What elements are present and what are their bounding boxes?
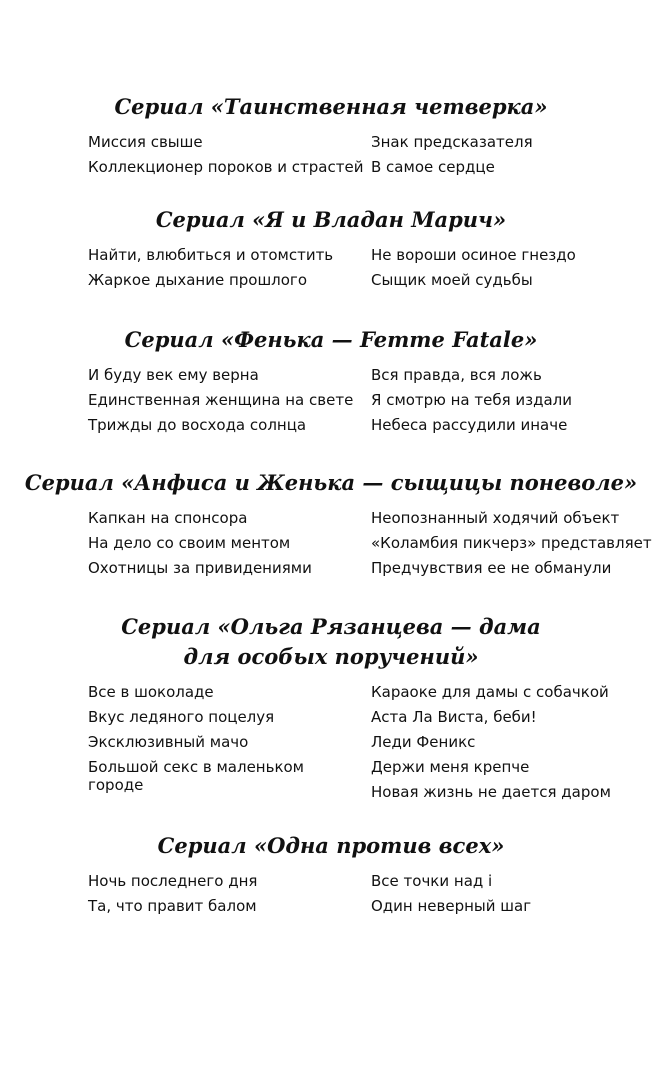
book-title: Большой секс в маленьком городе — [88, 758, 304, 794]
series-title — [0, 468, 662, 498]
book-title: И буду век ему верна — [88, 366, 259, 384]
book-title: Вся правда, вся ложь — [371, 366, 542, 384]
book-title: Коллекционер пороков и страстей — [88, 158, 364, 176]
book-title: Все точки над i — [371, 872, 493, 890]
book-title: Один неверный шаг — [371, 897, 532, 915]
series-title — [0, 205, 662, 235]
book-title: Сыщик моей судьбы — [371, 271, 533, 289]
book-title: Охотницы за привидениями — [88, 559, 312, 577]
series-title-line: Сериал «Одна против всех» — [157, 833, 505, 858]
left-column — [88, 683, 358, 800]
right-column — [371, 246, 651, 296]
book-title: Новая жизнь не дается даром — [371, 783, 611, 801]
right-column — [371, 683, 651, 808]
right-column — [371, 133, 651, 183]
series-title-line: для особых поручений» — [183, 644, 479, 669]
left-column — [88, 246, 358, 296]
series-title — [0, 325, 662, 355]
series-title — [0, 831, 662, 861]
right-column — [371, 872, 651, 922]
book-title: Миссия свыше — [88, 133, 203, 151]
book-title: Предчувствия ее не обманули — [371, 559, 612, 577]
book-title: На дело со своим ментом — [88, 534, 291, 552]
book-title: Не вороши осиное гнездо — [371, 246, 576, 264]
series-title-line: Сериал «Анфиса и Женька — сыщицы поневоле» — [24, 470, 638, 495]
left-column — [88, 133, 364, 183]
series-title — [0, 612, 662, 672]
series-section — [0, 831, 662, 1072]
left-column — [88, 366, 358, 441]
left-column — [88, 509, 358, 584]
book-title: Единственная женщина на свете — [88, 391, 354, 409]
book-title: «Коламбия пикчерз» представляет — [371, 534, 652, 552]
book-grid — [0, 872, 662, 1072]
book-title: Ночь последнего дня — [88, 872, 258, 890]
book-title: Эксклюзивный мачо — [88, 733, 249, 751]
book-title: Та, что правит балом — [88, 897, 257, 915]
series-title-line: Сериал «Я и Владан Марич» — [155, 207, 507, 232]
series-title-line: Сериал «Ольга Рязанцева — дама — [121, 614, 541, 639]
book-title: Трижды до восхода солнца — [88, 416, 307, 434]
series-title-line: Сериал «Таинственная четверка» — [114, 94, 548, 119]
book-title: Капкан на спонсора — [88, 509, 248, 527]
book-title: Я смотрю на тебя издали — [371, 391, 572, 409]
book-title: Все в шоколаде — [88, 683, 214, 701]
book-title: Найти, влюбиться и отомстить — [88, 246, 334, 264]
series-title-line: Сериал «Фенька — Femme Fatale» — [124, 327, 538, 352]
right-column — [371, 366, 651, 441]
book-title: Держи меня крепче — [371, 758, 530, 776]
book-title: Караоке для дамы с собачкой — [371, 683, 609, 701]
book-title: Жаркое дыхание прошлого — [88, 271, 307, 289]
book-title: Небеса рассудили иначе — [371, 416, 568, 434]
series-title — [0, 92, 662, 122]
book-title: Вкус ледяного поцелуя — [88, 708, 275, 726]
left-column — [88, 872, 358, 922]
book-title: В самое сердце — [371, 158, 495, 176]
book-title: Леди Феникс — [371, 733, 476, 751]
book-title: Аста Ла Виста, беби! — [371, 708, 537, 726]
book-title: Знак предсказателя — [371, 133, 533, 151]
right-column — [371, 509, 651, 584]
book-title: Неопознанный ходячий объект — [371, 509, 620, 527]
